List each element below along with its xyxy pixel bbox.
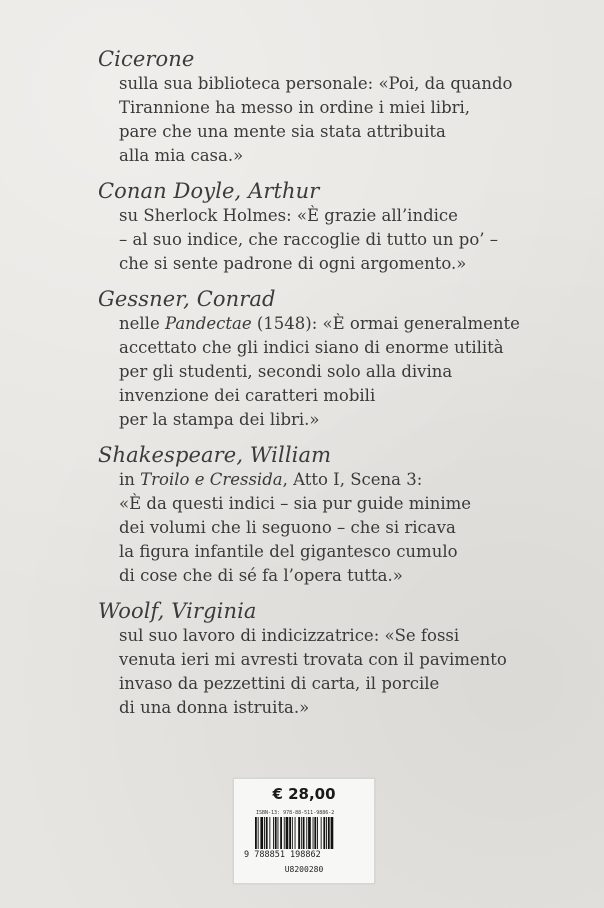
quote-text: [119, 624, 588, 720]
quote-entry-cicerone: [98, 46, 588, 168]
quotes-list: [98, 46, 588, 730]
quote-line: su Sherlock Holmes: «È grazie all’indice: [119, 206, 458, 225]
quote-line: per gli studenti, secondi solo alla divina: [119, 362, 453, 381]
quote-line: accettato che gli indici siano di enorme utilità: [119, 338, 504, 357]
quote-line: – al suo indice, che raccoglie di tutto un po’ –: [119, 230, 499, 249]
quote-entry-shakespeare: [98, 442, 588, 588]
barcode-digits: 9 788851 198862: [244, 850, 321, 860]
quote-text: [119, 468, 588, 588]
quote-line: pare che una mente sia stata attribuita: [119, 122, 446, 141]
barcode-icon: [254, 817, 358, 849]
price-label: € 28,00: [272, 785, 336, 803]
author-name: Woolf, Virginia: [98, 599, 257, 623]
isbn-text: ISBN-13: 978-88-511-9886-2: [256, 810, 335, 816]
quote-line: sul suo lavoro di indicizzatrice: «Se fossi: [119, 626, 460, 645]
quote-line: che si sente padrone di ogni argomento.»: [119, 254, 467, 273]
line-prefix: in: [119, 470, 141, 489]
author-name: Cicerone: [98, 47, 195, 71]
quote-line: la figura infantile del gigantesco cumulo: [119, 542, 458, 561]
book-title: Troilo e Cressida: [140, 470, 283, 489]
quote-text: [119, 72, 588, 168]
quote-line: dei volumi che li seguono – che si ricava: [119, 518, 456, 537]
quote-text: [119, 312, 588, 432]
product-code: U8200280: [284, 865, 324, 874]
quote-entry-conan-doyle: [98, 178, 588, 276]
author-name: Shakespeare, William: [98, 443, 332, 467]
author-name: Conan Doyle, Arthur: [98, 179, 320, 203]
quote-line: «È da questi indici – sia pur guide minime: [119, 494, 472, 513]
author-name: Gessner, Conrad: [98, 287, 276, 311]
quote-text: [119, 204, 588, 276]
quote-line: [119, 312, 588, 336]
quote-line: invaso da pezzettini di carta, il porcile: [119, 674, 440, 693]
quote-line: [119, 468, 588, 492]
quote-line: per la stampa dei libri.»: [119, 410, 320, 429]
quote-line: di una donna istruita.»: [119, 698, 310, 717]
quote-line: invenzione dei caratteri mobili: [119, 386, 376, 405]
line-prefix: nelle: [119, 314, 165, 333]
quote-entry-woolf: [98, 598, 588, 720]
quote-line: sulla sua biblioteca personale: «Poi, da quando: [119, 74, 513, 93]
price-barcode-sticker: [233, 778, 375, 884]
book-title: Pandectae: [164, 314, 252, 333]
quote-line: di cose che di sé fa l’opera tutta.»: [119, 566, 403, 585]
quote-line: venuta ieri mi avresti trovata con il pavimento: [119, 650, 507, 669]
line-suffix: (1548): «È ormai generalmente: [251, 314, 520, 333]
line-suffix: , Atto I, Scena 3:: [282, 470, 423, 489]
quote-line: alla mia casa.»: [119, 146, 244, 165]
quote-line: Tirannione ha messo in ordine i miei libri,: [119, 98, 471, 117]
quote-entry-gessner: [98, 286, 588, 432]
